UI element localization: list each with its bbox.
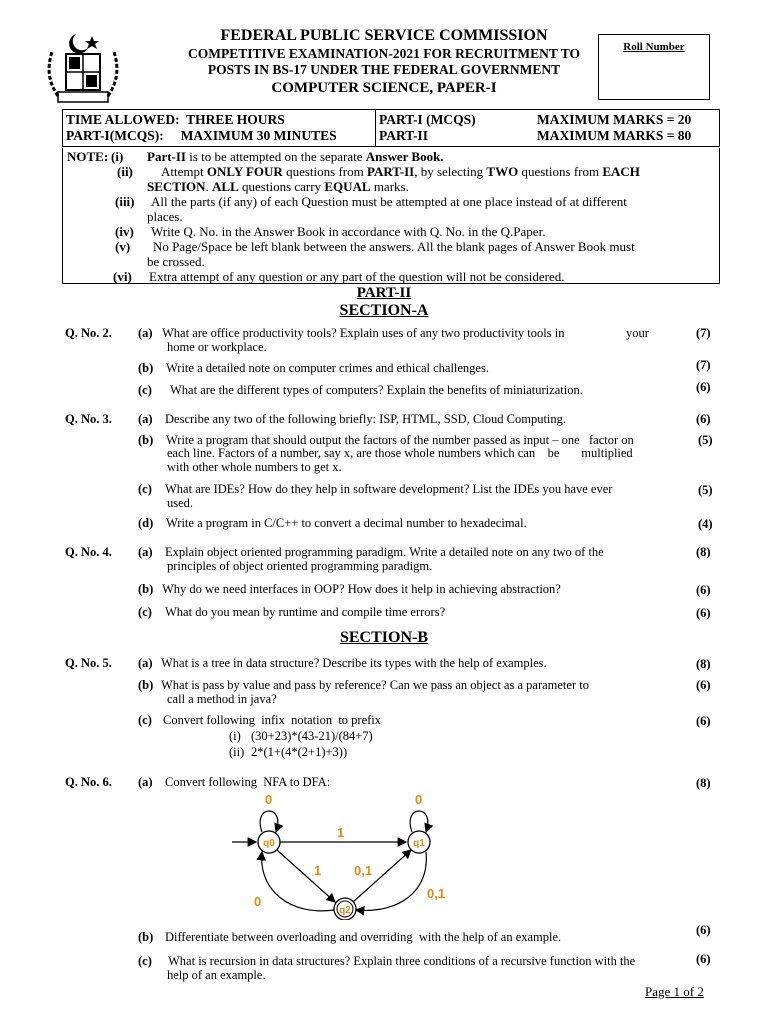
question-label: Q. No. 2. (65, 326, 112, 340)
edge-q0-q2 (277, 850, 335, 902)
label-loop-q1: 0 (415, 792, 423, 807)
marks: (6) (696, 678, 711, 692)
state-q0 (258, 831, 280, 853)
q2a-text-end: your (626, 326, 649, 340)
note-item-4: Write Q. No. in the Answer Book in accordance with Q. No. in the Q.Paper. (151, 224, 546, 239)
marks: (6) (696, 380, 711, 394)
paper-title: COMPUTER SCIENCE, PAPER-I (271, 80, 497, 96)
label-q1-q2: 0,1 (427, 886, 446, 901)
note-item-2-cont: SECTION. ALL questions carry EQUAL marks. (147, 179, 409, 194)
q5a-text: What is a tree in data structure? Describe its types with the help of examples. (161, 656, 547, 670)
part-label: (b) (138, 582, 154, 596)
q4c-text: What do you mean by runtime and compile time errors? (165, 605, 446, 619)
part-label: (b) (138, 433, 154, 447)
marks: (4) (698, 517, 713, 531)
note-num: (iii) (115, 194, 135, 209)
part-label: (c) (138, 954, 152, 968)
q6c-text-cont: help of an example. (167, 968, 266, 982)
label-q2-q1: 0,1 (354, 863, 373, 878)
part2-marks: MAXIMUM MARKS = 80 (537, 128, 692, 143)
marks: (6) (696, 412, 711, 426)
label-q0-q1: 1 (337, 825, 345, 840)
part1-label: PART-I (MCQS) (379, 112, 476, 127)
part-label: (a) (138, 775, 153, 789)
part-label: (b) (138, 678, 154, 692)
marks: (6) (696, 606, 711, 620)
roll-number-label: Roll Number (623, 41, 685, 53)
marks: (6) (696, 583, 711, 597)
q2b-text: Write a detailed note on computer crimes and ethical challenges. (166, 361, 489, 375)
infix-expression-2: 2*(1+(4*(2+1)+3)) (251, 745, 348, 759)
org-title: FEDERAL PUBLIC SERVICE COMMISSION (220, 27, 548, 44)
note-item-5-cont: be crossed. (147, 254, 205, 269)
section-b-heading: SECTION-B (339, 629, 429, 646)
part-label: (b) (138, 361, 154, 375)
question-label: Q. No. 6. (65, 775, 112, 789)
q6c-text: What is recursion in data structures? Explain three conditions of a recursive function with the (168, 954, 636, 968)
edge-q2-q0 (262, 852, 334, 911)
exam-line: COMPETITIVE EXAMINATION-2021 FOR RECRUITMENT TO (187, 46, 581, 61)
note-num: (v) (115, 239, 131, 254)
note-item-2: Attempt ONLY FOUR questions from PART-II, by selecting TWO questions from EACH (161, 164, 640, 179)
note-num: (iv) (115, 224, 134, 239)
edge-loop-q1 (410, 811, 428, 832)
note-num: (i) (111, 149, 124, 164)
marks: (8) (696, 776, 711, 790)
marks: (5) (698, 483, 713, 497)
question-label: Q. No. 5. (65, 656, 112, 670)
note-label: NOTE: (67, 149, 109, 164)
roll-number-box (598, 34, 710, 100)
q5b-text-cont: call a method in java? (167, 692, 277, 706)
time-allowed: TIME ALLOWED: THREE HOURS (66, 112, 285, 127)
q5b-text: What is pass by value and pass by reference? Can we pass an object as a parameter to (161, 678, 589, 692)
note-item-6: Extra attempt of any question or any part of the question will not be considered. (149, 269, 565, 284)
label-q2-q0: 0 (254, 894, 262, 909)
part-label: (a) (138, 412, 153, 426)
note-num: (vi) (113, 269, 132, 284)
q6b-text: Differentiate between overloading and overriding with the help of an example. (165, 930, 562, 944)
section-a-heading: SECTION-A (339, 302, 429, 319)
state-q1 (408, 831, 430, 853)
note-item-3-cont: places. (147, 209, 183, 224)
svg-text:q0: q0 (263, 838, 275, 849)
part1-mcqs-time: PART-I(MCQS): MAXIMUM 30 MINUTES (66, 128, 337, 143)
marks: (6) (696, 923, 711, 937)
note-item-5: No Page/Space be left blank between the answers. All the blank pages of Answer Book must (153, 239, 635, 254)
marks: (8) (696, 657, 711, 671)
part-label: (a) (138, 656, 153, 670)
marks: (5) (698, 433, 713, 447)
q3b-text-cont2: with other whole numbers to get x. (167, 460, 342, 474)
q3c-text-cont: used. (167, 496, 194, 510)
note-item-3: All the parts (if any) of each Question must be attempted at one place instead of at different (151, 194, 627, 209)
question-label: Q. No. 4. (65, 545, 112, 559)
part1-marks: MAXIMUM MARKS = 20 (537, 112, 692, 127)
instructions-box (62, 148, 720, 284)
recruitment-line: POSTS IN BS-17 UNDER THE FEDERAL GOVERNMENT (207, 62, 561, 77)
q4a-text-cont: principles of object oriented programming paradigm. (167, 559, 433, 573)
q3b-text-cont: each line. Factors of a number, say x, are those whole numbers which can be multiplied (167, 446, 633, 460)
q3b-text: Write a program that should output the factors of the number passed as input – one factor on (166, 433, 634, 447)
question-label: Q. No. 3. (65, 412, 112, 426)
nfa-diagram (230, 790, 470, 920)
page-number: Page 1 of 2 (645, 984, 704, 999)
note-item-1: Part-II is to be attempted on the separate Answer Book. (147, 149, 444, 164)
marks: (7) (696, 326, 711, 340)
q3c-text: What are IDEs? How do they help in software development? List the IDEs you have ever (165, 482, 613, 496)
exam-info-table (62, 109, 720, 147)
q6a-text: Convert following NFA to DFA: (165, 775, 331, 789)
marks: (8) (696, 545, 711, 559)
svg-text:q2: q2 (339, 905, 351, 916)
marks: (6) (696, 952, 711, 966)
sub-label: (ii) (229, 745, 245, 759)
part-label: (d) (138, 516, 154, 530)
part-label: (a) (138, 326, 153, 340)
state-q2 (334, 898, 356, 920)
q4a-text: Explain object oriented programming paradigm. Write a detailed note on any two of the (165, 545, 604, 559)
part-label: (a) (138, 545, 153, 559)
q2a-text-cont: home or workplace. (167, 340, 267, 354)
edge-q1-q2 (356, 852, 426, 910)
sub-label: (i) (229, 729, 241, 743)
note-num: (ii) (117, 164, 133, 179)
label-loop-q0: 0 (265, 792, 273, 807)
part2-label: PART-II (379, 128, 429, 143)
part-label: (c) (138, 383, 152, 397)
q2c-text: What are the different types of computers? Explain the benefits of miniaturization. (170, 383, 583, 397)
q5c-text: Convert following infix notation to prefix (163, 713, 382, 727)
q3a-text: Describe any two of the following briefly: ISP, HTML, SSD, Cloud Computing. (165, 412, 567, 426)
part-label: (c) (138, 713, 152, 727)
part2-heading: PART-II (356, 285, 412, 301)
marks: (6) (696, 714, 711, 728)
marks: (7) (696, 358, 711, 372)
part-label: (c) (138, 605, 152, 619)
q3d-text: Write a program in C/C++ to convert a decimal number to hexadecimal. (166, 516, 527, 530)
svg-text:q1: q1 (413, 838, 425, 849)
label-q0-q2: 1 (314, 863, 322, 878)
infix-expression-1: (30+23)*(43-21)/(84+7) (251, 729, 373, 743)
part-label: (b) (138, 930, 154, 944)
q4b-text: Why do we need interfaces in OOP? How does it help in achieving abstraction? (162, 582, 561, 596)
edge-loop-q0 (260, 811, 278, 832)
part-label: (c) (138, 482, 152, 496)
q2a-text: What are office productivity tools? Explain uses of any two productivity tools in (162, 326, 565, 340)
